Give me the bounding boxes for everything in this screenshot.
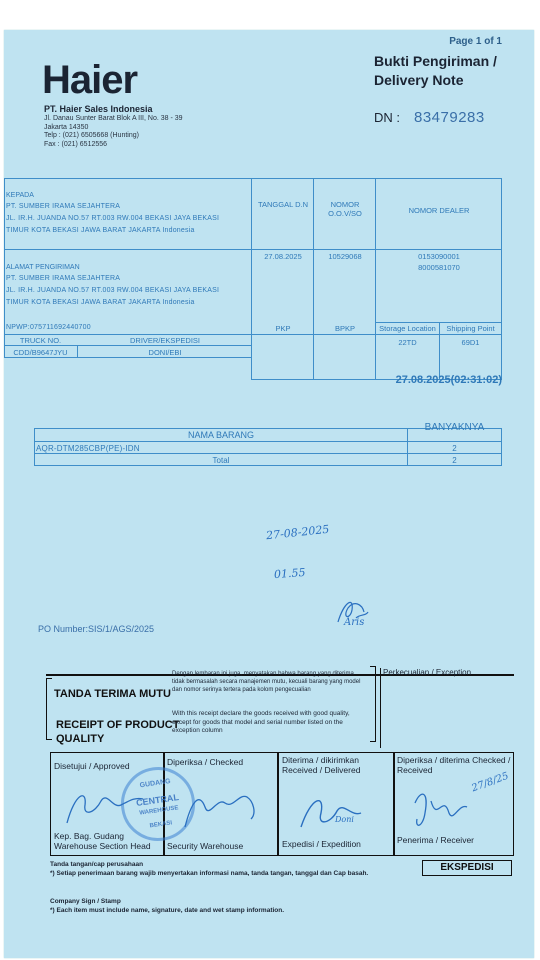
bracket-right — [370, 666, 376, 742]
exception-label: Perkecualian / Exception — [383, 668, 472, 677]
address-line: Telp : (021) 6505668 (Hunting) — [44, 132, 139, 139]
shipping-label: Shipping Point — [446, 324, 495, 333]
kepada-name: PT. SUMBER IRAMA SEJAHTERA — [6, 203, 121, 210]
stamp-text: GUDANG — [139, 778, 172, 790]
truck-value: CDD/B9647JYU — [13, 348, 68, 357]
kepada-label: KEPADA — [6, 192, 34, 199]
receipt-text-id: Dengan lembaran ini juga, menyatakan bahwa barang yang diterima tidak bermasalah secara manajemen mutu, kecuali barang yang model dan nomor serinya tertera pada kolom pengecualian — [172, 671, 361, 693]
tanggal-label: TANGGAL D.N — [257, 200, 308, 209]
company-address — [44, 115, 183, 149]
receipt-title-en — [56, 718, 179, 746]
timestamp: 27.08.2025(02:31:02) — [395, 374, 502, 386]
receipt-title-id: TANDA TERIMA MUTU — [54, 688, 171, 700]
dealer-value-2: 8000581070 — [418, 263, 460, 272]
sig-expedition-role: Expedisi / Expedition — [282, 839, 361, 849]
signature-checked — [181, 783, 261, 833]
footer-requirement-en: *) Each item must include name, signature, date and wet stamp information. — [50, 907, 285, 914]
header-table — [4, 178, 502, 390]
alamat-address-1: JL. IR.H. JUANDA NO.57 RT.003 RW.004 BEKASI JAYA BEKASI — [6, 287, 220, 294]
item-qty-header: BANYAKNYA — [424, 422, 485, 433]
bracket-left — [46, 678, 52, 740]
stamp-text: WAREHOUSE — [139, 805, 179, 817]
signature-doni-text: Doni — [335, 815, 354, 824]
delivery-note-sheet — [4, 30, 534, 958]
tanggal-value-cell — [251, 249, 314, 335]
pkp-label: PKP — [275, 324, 291, 333]
signature-grid — [50, 752, 514, 856]
dn-label: DN : — [374, 110, 400, 125]
dealer-label: NOMOR DEALER — [408, 206, 470, 215]
receipt-title-en-1: RECEIPT OF PRODUCT — [56, 719, 180, 731]
items-table — [34, 422, 502, 480]
signature-receiver — [407, 783, 477, 835]
alamat-label: ALAMAT PENGIRIMAN — [6, 264, 80, 271]
total-qty: 2 — [452, 456, 457, 465]
nomor-label: NOMOR O.O.V/SO — [328, 200, 362, 218]
dealer-value-1: 0153090001 — [418, 252, 460, 261]
item-name: AQR-DTM285CBP(PE)-IDN — [36, 444, 140, 453]
total-label: Total — [212, 456, 230, 465]
pkp-value-cell — [251, 334, 314, 380]
nomor-value: 10529068 — [328, 252, 362, 261]
footer-sign-note-en: Company Sign / Stamp — [50, 898, 121, 905]
ekspedisi-box: EKSPEDISI — [422, 860, 512, 876]
address-line: Jl. Danau Sunter Barat Blok A III, No. 38 - 39 — [44, 115, 183, 122]
sig-checked-label: Diperiksa / Checked — [167, 757, 244, 767]
address-line: Fax : (021) 6512556 — [44, 140, 108, 148]
storage-label: Storage Location — [379, 324, 436, 333]
bpkp-label: BPKP — [334, 324, 355, 333]
sig-checked-role: Security Warehouse — [167, 841, 244, 851]
stamp-text: BEKASI — [149, 820, 173, 830]
handwritten-time: 01.55 — [273, 565, 306, 582]
item-name-header: NAMA BARANG — [187, 430, 254, 440]
haier-logo: Haier — [42, 58, 138, 102]
title-line-1: Bukti Pengiriman / — [374, 53, 497, 69]
kepada-cell — [4, 178, 252, 250]
document-title — [374, 52, 497, 90]
sig-approved-role: Kep. Bag. Gudang Warehouse Section Head — [54, 831, 151, 851]
receipt-text-en: With this receipt declare the goods received with good quality, except for goods that model and serial number listed on the exception column — [172, 710, 350, 734]
truck-label: TRUCK NO. — [19, 336, 62, 345]
footer-sign-note-id: Tanda tangan/cap perusahaan — [50, 861, 144, 868]
company-name: PT. Haier Sales Indonesia — [44, 104, 153, 114]
sig-approved-label: Disetujui / Approved — [54, 761, 130, 771]
alamat-name: PT. SUMBER IRAMA SEJAHTERA — [6, 275, 121, 282]
sig-receiver-label: Diperiksa / diterima Checked / Received — [397, 755, 511, 775]
kepada-address-1: JL. IR.H. JUANDA NO.57 RT.003 RW.004 BEKASI JAYA BEKASI — [6, 215, 220, 222]
dn-number: 83479283 — [414, 109, 485, 126]
page-number: Page 1 of 1 — [449, 36, 502, 47]
handwritten-name: Aris — [344, 617, 365, 628]
storage-value: 22TD — [398, 338, 417, 347]
signature-receiver-date: 27/8/25 — [470, 770, 511, 795]
kepada-address-2: TIMUR KOTA BEKASI JAWA BARAT JAKARTA Indonesia — [6, 227, 195, 234]
nomor-value-cell — [313, 249, 376, 335]
driver-value: DONI/EBI — [148, 348, 182, 357]
shipping-value: 69D1 — [461, 338, 480, 347]
handwritten-date: 27-08-2025 — [265, 522, 330, 543]
stamp-text: CENTRAL — [135, 792, 180, 808]
po-number: PO Number:SIS/1/AGS/2025 — [38, 624, 155, 634]
driver-label: DRIVER/EKSPEDISI — [129, 336, 201, 345]
tanggal-value: 27.08.2025 — [264, 252, 302, 261]
alamat-address-2: TIMUR KOTA BEKASI JAWA BARAT JAKARTA Indonesia — [6, 299, 195, 306]
receipt-title-en-2: QUALITY — [56, 733, 105, 745]
npwp: NPWP:075711692440700 — [6, 324, 91, 331]
exception-box — [380, 668, 507, 748]
tanggal-header-cell — [251, 178, 314, 250]
bpkp-value-cell — [313, 334, 376, 380]
signature-approved — [61, 783, 151, 829]
footer-requirement-id: *) Setiap penerimaan barang wajib menyertakan informasi nama, tanda tangan, tanggal dan Cap basah. — [50, 870, 369, 877]
sig-receiver-role: Penerima / Receiver — [397, 835, 475, 845]
title-line-2: Delivery Note — [374, 72, 464, 88]
item-qty: 2 — [452, 444, 457, 453]
address-line: Jakarta 14350 — [44, 123, 89, 131]
signature-delivered — [291, 787, 371, 835]
sig-received-label: Diterima / dikirimkan Received / Delivered — [282, 755, 361, 775]
handwritten-signature — [334, 592, 374, 636]
